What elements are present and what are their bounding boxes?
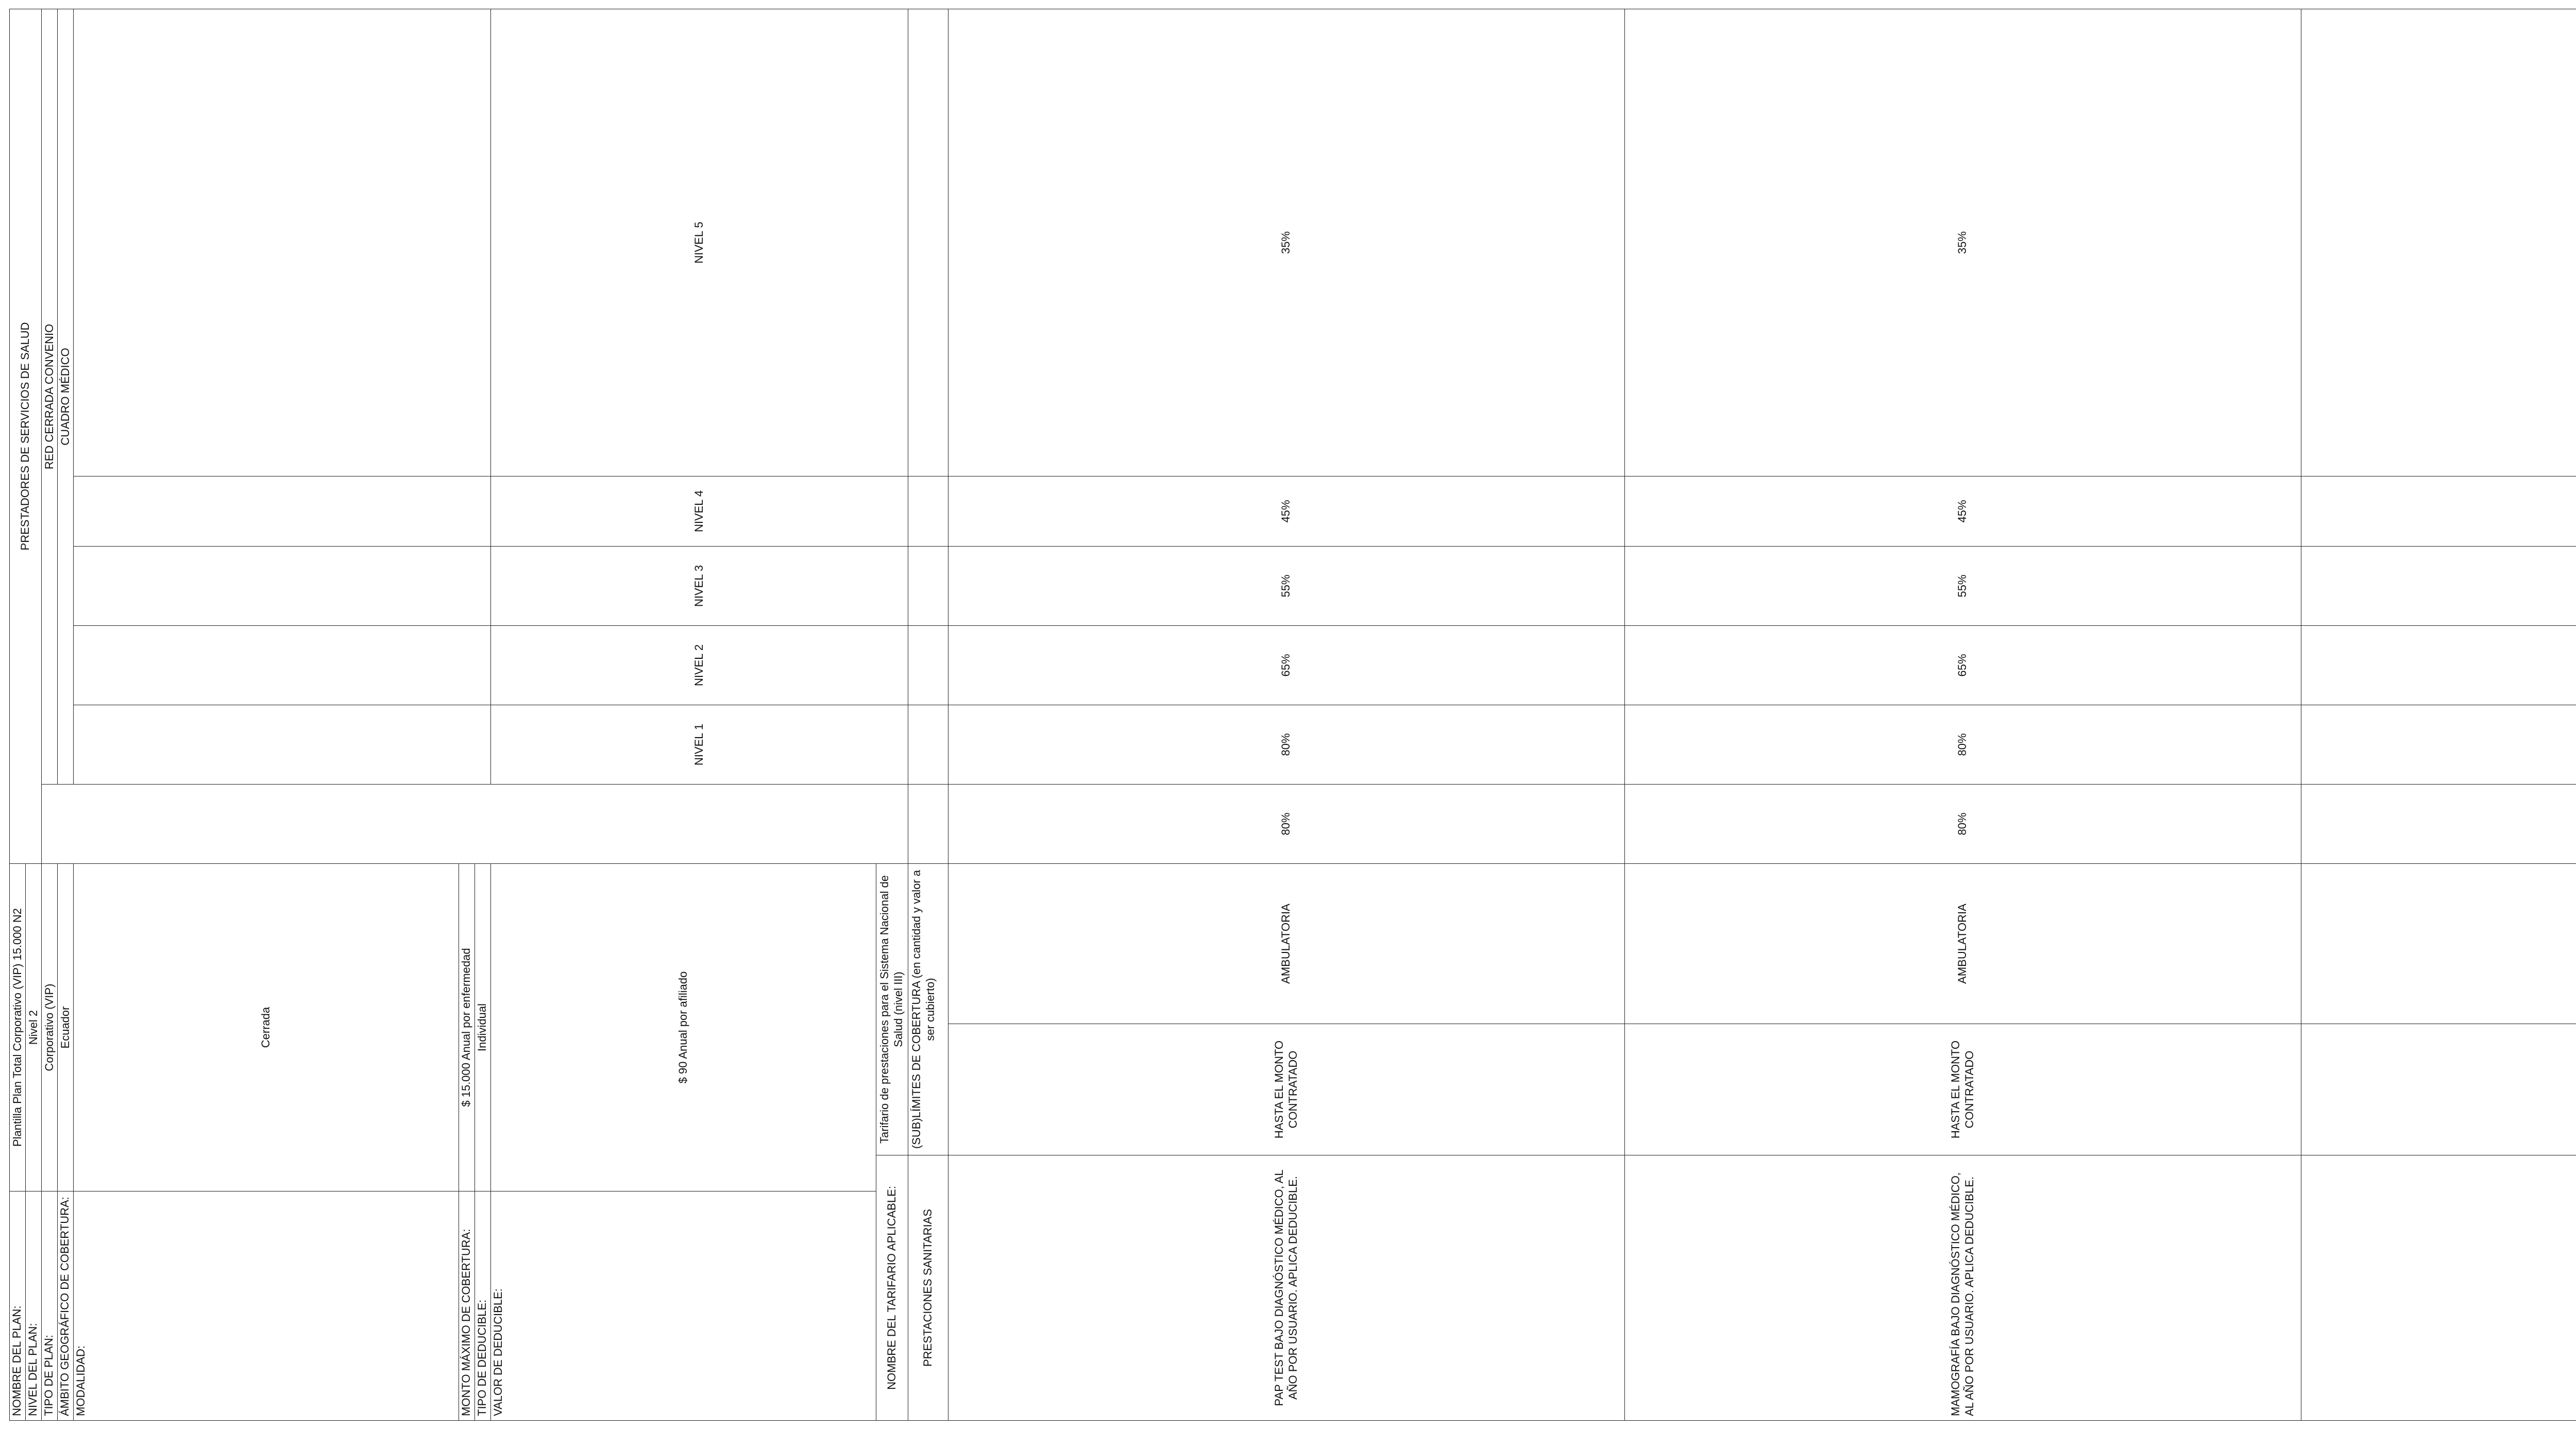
prestadores-title: PRESTADORES DE SERVICIOS DE SALUD — [10, 9, 42, 863]
benefit-limit: HASTA EL MONTO CONTRATADO — [948, 1024, 1624, 1155]
nivel-4-header: NIVEL 4 — [490, 476, 908, 546]
row-valor-deducible — [490, 9, 876, 1420]
benefit-limit: HASTA EL MONTO CONTRATADO — [1624, 1024, 2301, 1155]
row-prestaciones-header — [908, 9, 948, 1420]
blank-n2 — [74, 705, 491, 784]
benefit-name — [2301, 1155, 2576, 1421]
label-monto: MONTO MÁXIMO DE COBERTURA: — [459, 1191, 474, 1421]
pct-nivel-1: 80% — [1624, 784, 2301, 863]
blank-n6-sub — [908, 9, 948, 476]
pct-nivel-3: 65% — [1624, 625, 2301, 705]
pct-nivel-5: 45% — [1624, 476, 2301, 546]
blank-n4-sub — [908, 546, 948, 625]
value-tarifario: Tarifario de prestaciones para el Sistema Nacional de Salud (nivel III) — [876, 863, 908, 1155]
pct-nivel-6 — [2301, 9, 2576, 476]
value-monto: $ 15.000 Anual por enfermedad — [459, 863, 474, 1191]
blank-n6 — [74, 9, 491, 476]
benefit-row-pap — [948, 9, 1624, 1420]
row-nombre-plan — [10, 9, 26, 1420]
red-cerrada-label: RED CERRADA CONVENIO — [42, 9, 58, 784]
label-nombre-plan: NOMBRE DEL PLAN: — [10, 1191, 26, 1421]
row-ambito — [58, 9, 74, 1420]
row-tipo-plan — [42, 9, 58, 1420]
row-modalidad — [74, 9, 459, 1420]
blank-n1-sub — [908, 784, 948, 863]
nivel-3-header: NIVEL 3 — [490, 546, 908, 625]
blank-n5-sub — [908, 476, 948, 546]
pct-nivel-6: 35% — [1624, 9, 2301, 476]
cuadro-medico-label: CUADRO MÉDICO — [58, 9, 74, 784]
pct-nivel-2: 80% — [948, 705, 1624, 784]
label-tipo-plan: TIPO DE PLAN: — [42, 1191, 58, 1421]
benefit-name: MAMOGRAFÍA BAJO DIAGNÓSTICO MÉDICO, AL AÑO POR USUARIO. APLICA DEDUCIBLE. — [1624, 1155, 2301, 1421]
blank-n5 — [74, 476, 491, 546]
pct-nivel-3 — [2301, 625, 2576, 705]
value-ambito: Ecuador — [58, 863, 74, 1191]
plan-table — [9, 9, 2576, 1421]
blank-n3 — [74, 625, 491, 705]
pct-nivel-4: 55% — [948, 546, 1624, 625]
label-tipo-deducible: TIPO DE DEDUCIBLE: — [474, 1191, 490, 1421]
nivel-1-header: NIVEL 1 — [490, 705, 908, 784]
value-nombre-plan: Plantilla Plan Total Corporativo (VIP) 15.000 N2 — [10, 863, 26, 1191]
blank-n2-sub — [908, 705, 948, 784]
label-valor-deducible: VALOR DE DEDUCIBLE: — [490, 1191, 876, 1421]
blank-n4 — [74, 546, 491, 625]
benefit-row-antigeno — [2301, 9, 2576, 1420]
benefit-type: AMBULATORIA — [948, 863, 1624, 1024]
label-ambito: ÁMBITO GEOGRÁFICO DE COBERTURA: — [58, 1191, 74, 1421]
label-sublimites: (SUB)LÍMITES DE COBERTURA (en cantidad y valor a ser cubierto) — [908, 863, 948, 1155]
blank-n3-sub — [908, 625, 948, 705]
value-valor-deducible: $ 90 Anual por afiliado — [490, 863, 876, 1191]
benefit-row-mamografia — [1624, 9, 2301, 1420]
nivel-5-header: NIVEL 5 — [490, 9, 908, 476]
pct-nivel-2 — [2301, 705, 2576, 784]
benefit-limit — [2301, 1024, 2576, 1155]
pct-nivel-1 — [2301, 784, 2576, 863]
benefit-type — [2301, 863, 2576, 1024]
label-prestaciones: PRESTACIONES SANITARIAS — [908, 1155, 948, 1421]
pct-nivel-4: 55% — [1624, 546, 2301, 625]
label-modalidad: MODALIDAD: — [74, 1191, 459, 1421]
pct-nivel-1: 80% — [948, 784, 1624, 863]
blank-left-header — [42, 784, 876, 863]
benefit-type: AMBULATORIA — [1624, 863, 2301, 1024]
pct-nivel-4 — [2301, 546, 2576, 625]
nivel-2-header: NIVEL 2 — [490, 625, 908, 705]
value-modalidad: Cerrada — [74, 863, 459, 1191]
label-nivel-plan: NIVEL DEL PLAN: — [26, 1191, 42, 1421]
pct-nivel-2: 80% — [1624, 705, 2301, 784]
label-tarifario: NOMBRE DEL TARIFARIO APLICABLE: — [876, 1155, 908, 1421]
value-nivel-plan: Nivel 2 — [26, 863, 42, 1191]
benefit-name: PAP TEST BAJO DIAGNÓSTICO MÉDICO, AL AÑO POR USUARIO. APLICA DEDUCIBLE. — [948, 1155, 1624, 1421]
value-tipo-plan: Corporativo (VIP) — [42, 863, 58, 1191]
pct-nivel-5: 45% — [948, 476, 1624, 546]
pct-nivel-3: 65% — [948, 625, 1624, 705]
pct-nivel-6: 35% — [948, 9, 1624, 476]
pct-nivel-5 — [2301, 476, 2576, 546]
value-tipo-deducible: Individual — [474, 863, 490, 1191]
